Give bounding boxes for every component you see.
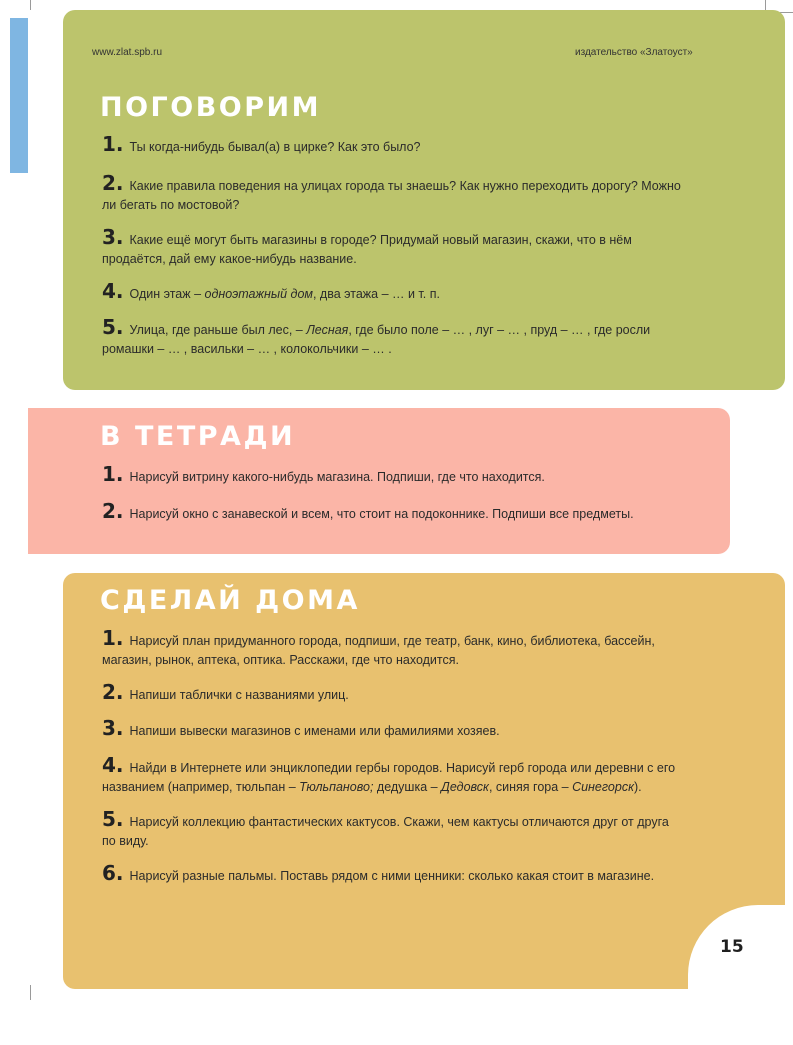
list-item xyxy=(102,807,682,851)
item-number: 6. xyxy=(102,861,124,885)
list-item xyxy=(102,132,682,157)
crop-mark xyxy=(765,0,766,10)
item-text: Нарисуй разные пальмы. Поставь рядом с ними ценники: сколько какая стоит в магазине. xyxy=(129,869,655,883)
list-item xyxy=(102,171,682,215)
crop-mark xyxy=(780,12,793,13)
item-number: 3. xyxy=(102,225,124,249)
list-item xyxy=(102,861,682,886)
item-text: Какие ещё могут быть магазины в городе? Придумай новый магазин, скажи, что в нём продаётся, дай ему какое-нибудь название. xyxy=(102,233,632,266)
page-number: 15 xyxy=(720,937,744,957)
item-number: 1. xyxy=(102,462,124,486)
item-number: 5. xyxy=(102,807,124,831)
item-text: Какие правила поведения на улицах города ты знаешь? Как нужно переходить дорогу? Можно ли бегать по мостовой? xyxy=(102,179,681,212)
list-item xyxy=(102,499,682,524)
page-edge-tab xyxy=(10,18,28,173)
item-text: , два этажа – … и т. п. xyxy=(312,287,440,301)
item-number: 4. xyxy=(102,753,124,777)
item-number: 5. xyxy=(102,315,124,339)
crop-mark xyxy=(30,0,31,10)
item-number: 2. xyxy=(102,680,124,704)
item-text: Ты когда-нибудь бывал(а) в цирке? Как это было? xyxy=(129,140,421,154)
section-title-notebook: В ТЕТРАДИ xyxy=(100,421,296,452)
item-emphasis: Дедовск xyxy=(441,780,489,794)
list-item xyxy=(102,626,682,670)
item-text: Нарисуй коллекцию фантастических кактусов. Скажи, чем кактусы отличаются друг от друга по виду. xyxy=(102,815,669,848)
item-number: 4. xyxy=(102,279,124,303)
list-item xyxy=(102,716,682,741)
publisher-name: издательство «Златоуст» xyxy=(575,47,693,58)
list-item xyxy=(102,462,682,487)
website-url[interactable]: www.zlat.spb.ru xyxy=(92,47,163,58)
item-text: Нарисуй план придуманного города, подпиши, где театр, банк, кино, библиотека, бассейн, магазин, рынок, аптека, оптика. Расскажи, где что находится. xyxy=(102,634,655,667)
item-number: 1. xyxy=(102,626,124,650)
item-text: , где было поле – … , луг – … , пруд – … , где росли ромашки – … , васильки – … , колокольчики – … . xyxy=(102,323,651,356)
item-text: Нарисуй окно с занавеской и всем, что стоит на подоконнике. Подпиши все предметы. xyxy=(129,507,634,521)
crop-mark xyxy=(30,985,31,1000)
item-text: Нарисуй витрину какого-нибудь магазина. Подпиши, где что находится. xyxy=(129,470,545,484)
list-item xyxy=(102,315,682,359)
section-title-talk: ПОГОВОРИМ xyxy=(100,92,321,123)
item-text: , синяя гора – xyxy=(488,780,573,794)
item-text: дедушка – xyxy=(373,780,442,794)
list-item xyxy=(102,680,682,705)
item-text: Напиши вывески магазинов с именами или фамилиями хозяев. xyxy=(129,724,500,738)
item-emphasis: одноэтажный дом xyxy=(204,287,313,301)
list-item xyxy=(102,279,682,304)
item-text: Напиши таблички с названиями улиц. xyxy=(129,688,349,702)
item-number: 2. xyxy=(102,499,124,523)
item-emphasis: Синегорск xyxy=(572,780,634,794)
item-number: 2. xyxy=(102,171,124,195)
item-text: Улица, где раньше был лес, – xyxy=(129,323,307,337)
item-emphasis: Тюльпаново; xyxy=(299,780,374,794)
section-title-homework: СДЕЛАЙ ДОМА xyxy=(100,585,360,616)
list-item xyxy=(102,753,682,797)
item-number: 1. xyxy=(102,132,124,156)
item-text: Один этаж – xyxy=(129,287,205,301)
item-number: 3. xyxy=(102,716,124,740)
list-item xyxy=(102,225,682,269)
item-text: ). xyxy=(633,780,642,794)
item-text: Найди в Интернете или энциклопедии гербы городов. Нарисуй герб города или деревни с его названием (например, тюльпан – xyxy=(102,761,676,794)
item-emphasis: Лесная xyxy=(306,323,349,337)
